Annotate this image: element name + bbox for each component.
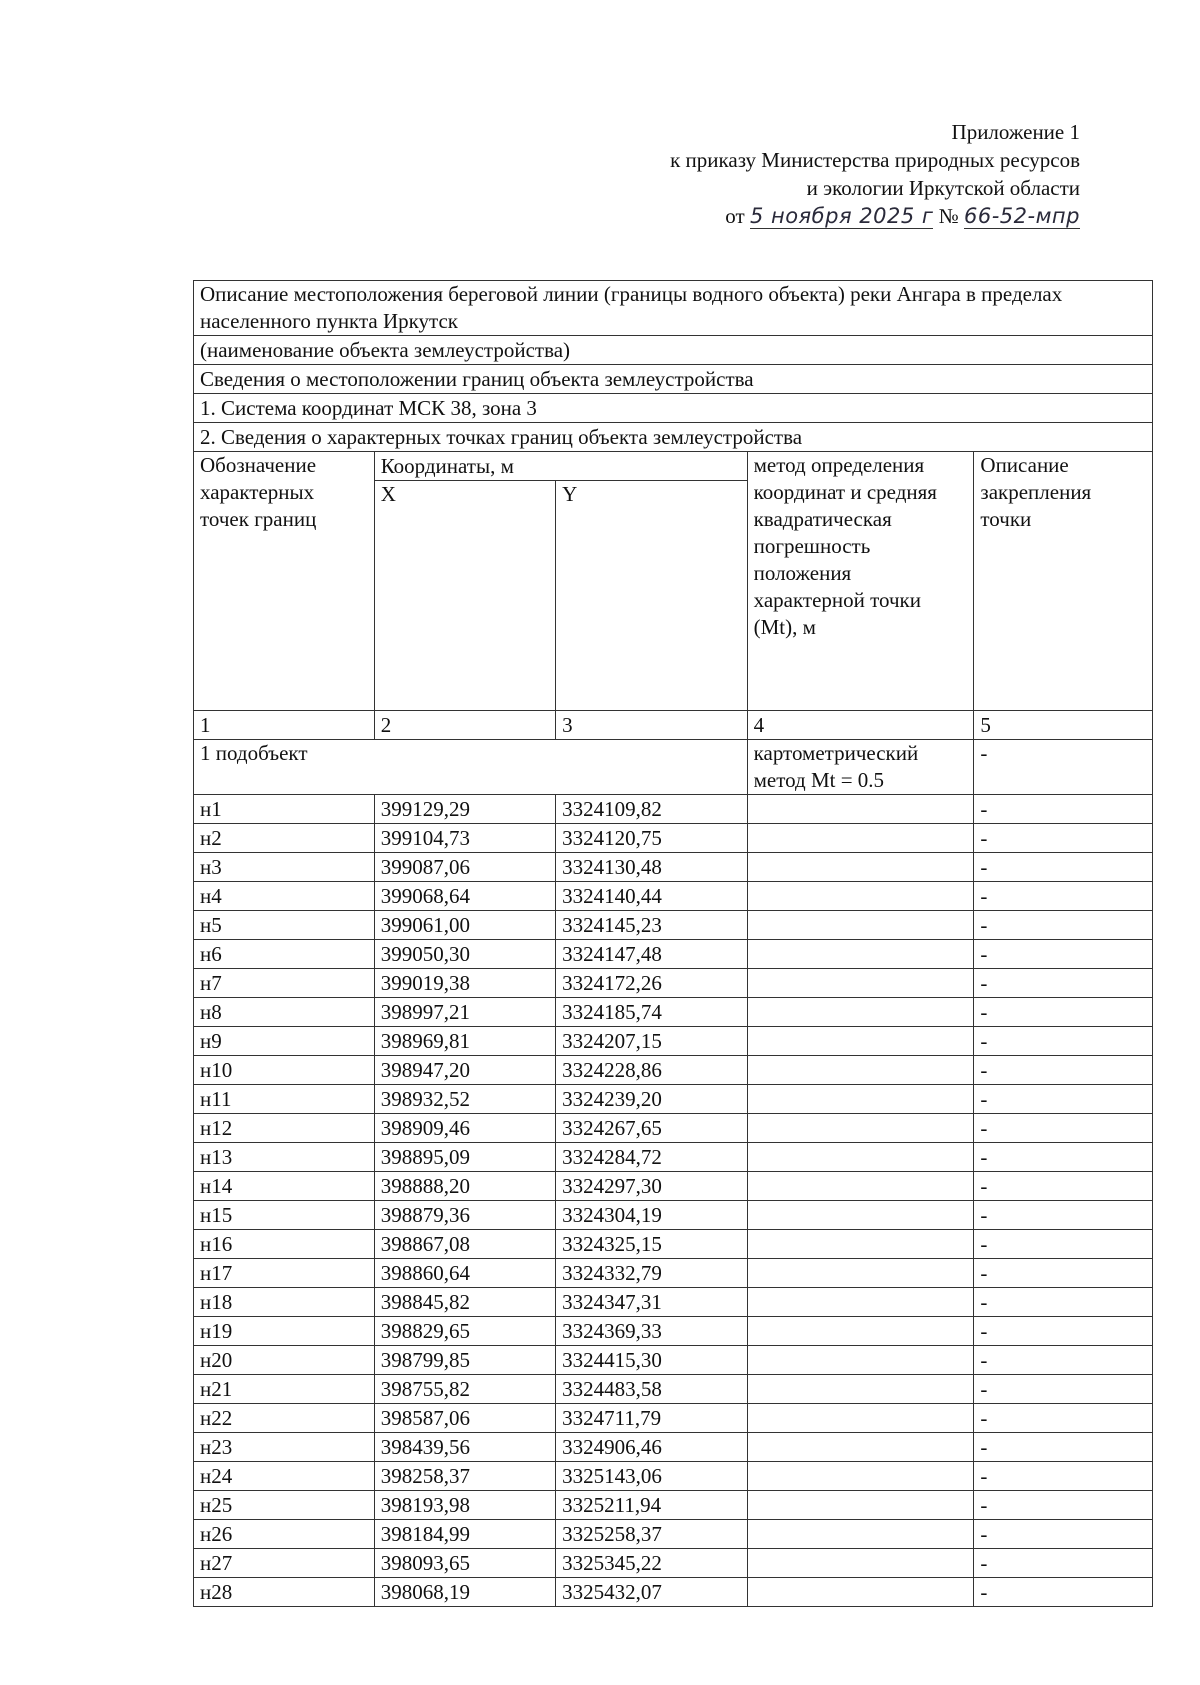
- description-cell: -: [974, 1491, 1153, 1520]
- method-cell: [747, 1578, 974, 1607]
- description-cell: -: [974, 998, 1153, 1027]
- date-prefix: от: [725, 204, 745, 228]
- point-id: н26: [194, 1520, 375, 1549]
- y-coordinate: 3324711,79: [556, 1404, 747, 1433]
- point-id: н7: [194, 969, 375, 998]
- x-coordinate: 399129,29: [374, 795, 555, 824]
- method-cell: [747, 998, 974, 1027]
- point-id: н2: [194, 824, 375, 853]
- x-coordinate: 398997,21: [374, 998, 555, 1027]
- y-coordinate: 3324483,58: [556, 1375, 747, 1404]
- point-id: н24: [194, 1462, 375, 1491]
- col-header-x: X: [374, 481, 555, 711]
- point-id: н6: [194, 940, 375, 969]
- point-id: н14: [194, 1172, 375, 1201]
- y-coordinate: 3324120,75: [556, 824, 747, 853]
- table-row: [194, 1375, 1153, 1404]
- description-cell: -: [974, 1288, 1153, 1317]
- x-coordinate: 398947,20: [374, 1056, 555, 1085]
- description-cell: -: [974, 1172, 1153, 1201]
- y-coordinate: 3324332,79: [556, 1259, 747, 1288]
- col-header-desc: Описание закрепления точки: [974, 452, 1153, 711]
- table-row: [194, 1259, 1153, 1288]
- method-cell: [747, 1085, 974, 1114]
- y-coordinate: 3324347,31: [556, 1288, 747, 1317]
- x-coordinate: 398888,20: [374, 1172, 555, 1201]
- description-cell: -: [974, 1230, 1153, 1259]
- table-row: [194, 1143, 1153, 1172]
- method-cell: [747, 1027, 974, 1056]
- table-row: [194, 940, 1153, 969]
- table-row: [194, 998, 1153, 1027]
- number-sign: №: [938, 204, 959, 228]
- table-row: [194, 1201, 1153, 1230]
- point-id: н12: [194, 1114, 375, 1143]
- table-row: [194, 1549, 1153, 1578]
- y-coordinate: 3324140,44: [556, 882, 747, 911]
- method-cell: [747, 882, 974, 911]
- y-coordinate: 3325432,07: [556, 1578, 747, 1607]
- description-cell: -: [974, 1259, 1153, 1288]
- subtitle-row: [194, 336, 1153, 365]
- title-row: [194, 281, 1153, 336]
- method-cell: [747, 940, 974, 969]
- x-coordinate: 398860,64: [374, 1259, 555, 1288]
- point-id: н18: [194, 1288, 375, 1317]
- description-cell: -: [974, 1027, 1153, 1056]
- description-cell: -: [974, 1462, 1153, 1491]
- table-row: [194, 1085, 1153, 1114]
- method-cell: [747, 853, 974, 882]
- method-cell: [747, 1520, 974, 1549]
- subobject-label: 1 подобъект: [194, 740, 748, 795]
- x-coordinate: 399087,06: [374, 853, 555, 882]
- table-row: [194, 1578, 1153, 1607]
- y-coordinate: 3324172,26: [556, 969, 747, 998]
- x-coordinate: 398755,82: [374, 1375, 555, 1404]
- col-header-method: метод определения координат и средняя квадратическая погрешность положения характерной точки (Mt), м: [747, 452, 974, 711]
- method-cell: [747, 824, 974, 853]
- point-id: н23: [194, 1433, 375, 1462]
- x-coordinate: 399104,73: [374, 824, 555, 853]
- y-coordinate: 3324239,20: [556, 1085, 747, 1114]
- x-coordinate: 398587,06: [374, 1404, 555, 1433]
- section-row: [194, 365, 1153, 394]
- method-cell: [747, 1317, 974, 1346]
- method-cell: [747, 1375, 974, 1404]
- points-heading: 2. Сведения о характерных точках границ объекта землеустройства: [194, 423, 1153, 452]
- description-cell: -: [974, 1114, 1153, 1143]
- x-coordinate: 398879,36: [374, 1201, 555, 1230]
- description-cell: -: [974, 1143, 1153, 1172]
- y-coordinate: 3324369,33: [556, 1317, 747, 1346]
- y-coordinate: 3324109,82: [556, 795, 747, 824]
- description-cell: -: [974, 940, 1153, 969]
- y-coordinate: 3325143,06: [556, 1462, 747, 1491]
- table-row: [194, 824, 1153, 853]
- col-header-coords: Координаты, м: [374, 452, 747, 481]
- description-cell: -: [974, 882, 1153, 911]
- table-title: Описание местоположения береговой линии (границы водного объекта) реки Ангара в пределах населенного пункта Иркутск: [194, 281, 1153, 336]
- x-coordinate: 399019,38: [374, 969, 555, 998]
- x-coordinate: 398909,46: [374, 1114, 555, 1143]
- method-cell: [747, 911, 974, 940]
- y-coordinate: 3324304,19: [556, 1201, 747, 1230]
- description-cell: -: [974, 1578, 1153, 1607]
- x-coordinate: 398439,56: [374, 1433, 555, 1462]
- table-row: [194, 1462, 1153, 1491]
- table-row: [194, 911, 1153, 940]
- description-cell: -: [974, 1085, 1153, 1114]
- x-coordinate: 398932,52: [374, 1085, 555, 1114]
- description-cell: -: [974, 1433, 1153, 1462]
- description-cell: -: [974, 824, 1153, 853]
- point-id: н9: [194, 1027, 375, 1056]
- method-cell: [747, 1404, 974, 1433]
- description-cell: -: [974, 795, 1153, 824]
- col-num-5: 5: [974, 711, 1153, 740]
- table-row: [194, 1056, 1153, 1085]
- y-coordinate: 3325345,22: [556, 1549, 747, 1578]
- x-coordinate: 398068,19: [374, 1578, 555, 1607]
- point-id: н1: [194, 795, 375, 824]
- y-coordinate: 3324228,86: [556, 1056, 747, 1085]
- table-row: [194, 969, 1153, 998]
- item2-row: [194, 423, 1153, 452]
- point-id: н25: [194, 1491, 375, 1520]
- method-cell: [747, 1491, 974, 1520]
- description-cell: -: [974, 1549, 1153, 1578]
- handwritten-number: 66-52-мпр: [963, 204, 1080, 228]
- point-id: н5: [194, 911, 375, 940]
- table-row: [194, 1172, 1153, 1201]
- x-coordinate: 399061,00: [374, 911, 555, 940]
- x-coordinate: 398845,82: [374, 1288, 555, 1317]
- method-cell: [747, 1433, 974, 1462]
- x-coordinate: 398867,08: [374, 1230, 555, 1259]
- point-id: н15: [194, 1201, 375, 1230]
- table-row: [194, 1520, 1153, 1549]
- method-cell: [747, 1288, 974, 1317]
- table-row: [194, 853, 1153, 882]
- method-cell: [747, 1462, 974, 1491]
- item1-row: [194, 394, 1153, 423]
- table-row: [194, 1288, 1153, 1317]
- point-id: н28: [194, 1578, 375, 1607]
- x-coordinate: 398258,37: [374, 1462, 555, 1491]
- point-id: н22: [194, 1404, 375, 1433]
- y-coordinate: 3325211,94: [556, 1491, 747, 1520]
- table-row: [194, 882, 1153, 911]
- table-row: [194, 1114, 1153, 1143]
- x-coordinate: 398969,81: [374, 1027, 555, 1056]
- description-cell: -: [974, 1317, 1153, 1346]
- col-header-y: Y: [556, 481, 747, 711]
- description-cell: -: [974, 969, 1153, 998]
- column-number-row: [194, 711, 1153, 740]
- y-coordinate: 3324185,74: [556, 998, 747, 1027]
- point-id: н3: [194, 853, 375, 882]
- y-coordinate: 3324906,46: [556, 1433, 747, 1462]
- col-num-1: 1: [194, 711, 375, 740]
- y-coordinate: 3324147,48: [556, 940, 747, 969]
- y-coordinate: 3324325,15: [556, 1230, 747, 1259]
- point-id: н13: [194, 1143, 375, 1172]
- description-cell: -: [974, 1201, 1153, 1230]
- method-cell: [747, 795, 974, 824]
- point-id: н27: [194, 1549, 375, 1578]
- subobject-desc: -: [974, 740, 1153, 795]
- method-cell: [747, 1143, 974, 1172]
- appendix-label: Приложение 1: [951, 120, 1080, 144]
- method-cell: [747, 1259, 974, 1288]
- description-cell: -: [974, 1056, 1153, 1085]
- x-coordinate: 398799,85: [374, 1346, 555, 1375]
- point-id: н8: [194, 998, 375, 1027]
- point-id: н16: [194, 1230, 375, 1259]
- point-id: н10: [194, 1056, 375, 1085]
- table-row: [194, 795, 1153, 824]
- description-cell: -: [974, 1375, 1153, 1404]
- order-line: к приказу Министерства природных ресурсов: [670, 148, 1080, 172]
- description-cell: -: [974, 911, 1153, 940]
- subobject-method: картометрический метод Mt = 0.5: [747, 740, 974, 795]
- x-coordinate: 399050,30: [374, 940, 555, 969]
- y-coordinate: 3324130,48: [556, 853, 747, 882]
- y-coordinate: 3324284,72: [556, 1143, 747, 1172]
- method-cell: [747, 1549, 974, 1578]
- point-id: н4: [194, 882, 375, 911]
- column-header-row: [194, 452, 1153, 481]
- point-id: н21: [194, 1375, 375, 1404]
- y-coordinate: 3324207,15: [556, 1027, 747, 1056]
- point-id: н20: [194, 1346, 375, 1375]
- col-num-4: 4: [747, 711, 974, 740]
- table-row: [194, 1404, 1153, 1433]
- table-subtitle: (наименование объекта землеустройства): [194, 336, 1153, 365]
- table-row: [194, 1346, 1153, 1375]
- table-row: [194, 1230, 1153, 1259]
- x-coordinate: 398184,99: [374, 1520, 555, 1549]
- table-row: [194, 1027, 1153, 1056]
- y-coordinate: 3324267,65: [556, 1114, 747, 1143]
- x-coordinate: 398093,65: [374, 1549, 555, 1578]
- section-heading: Сведения о местоположении границ объекта землеустройства: [194, 365, 1153, 394]
- x-coordinate: 398829,65: [374, 1317, 555, 1346]
- ministry-line: и экологии Иркутской области: [806, 176, 1080, 200]
- method-cell: [747, 1172, 974, 1201]
- subobject-row: [194, 740, 1153, 795]
- description-cell: -: [974, 1404, 1153, 1433]
- method-cell: [747, 969, 974, 998]
- description-cell: -: [974, 1520, 1153, 1549]
- handwritten-date: 5 ноября 2025 г: [749, 204, 934, 228]
- y-coordinate: 3324145,23: [556, 911, 747, 940]
- table-row: [194, 1491, 1153, 1520]
- y-coordinate: 3324297,30: [556, 1172, 747, 1201]
- table-row: [194, 1317, 1153, 1346]
- point-id: н11: [194, 1085, 375, 1114]
- order-date-line: [670, 202, 1080, 230]
- method-cell: [747, 1230, 974, 1259]
- method-cell: [747, 1114, 974, 1143]
- coordinate-system: 1. Система координат МСК 38, зона 3: [194, 394, 1153, 423]
- x-coordinate: 398895,09: [374, 1143, 555, 1172]
- method-cell: [747, 1346, 974, 1375]
- document-header: [670, 118, 1080, 230]
- description-cell: -: [974, 853, 1153, 882]
- description-cell: -: [974, 1346, 1153, 1375]
- table-row: [194, 1433, 1153, 1462]
- x-coordinate: 398193,98: [374, 1491, 555, 1520]
- method-cell: [747, 1056, 974, 1085]
- y-coordinate: 3324415,30: [556, 1346, 747, 1375]
- col-header-point: Обозначение характерных точек границ: [194, 452, 375, 711]
- coordinates-table: [193, 280, 1153, 1607]
- col-num-3: 3: [556, 711, 747, 740]
- x-coordinate: 399068,64: [374, 882, 555, 911]
- point-id: н19: [194, 1317, 375, 1346]
- col-num-2: 2: [374, 711, 555, 740]
- method-cell: [747, 1201, 974, 1230]
- point-id: н17: [194, 1259, 375, 1288]
- y-coordinate: 3325258,37: [556, 1520, 747, 1549]
